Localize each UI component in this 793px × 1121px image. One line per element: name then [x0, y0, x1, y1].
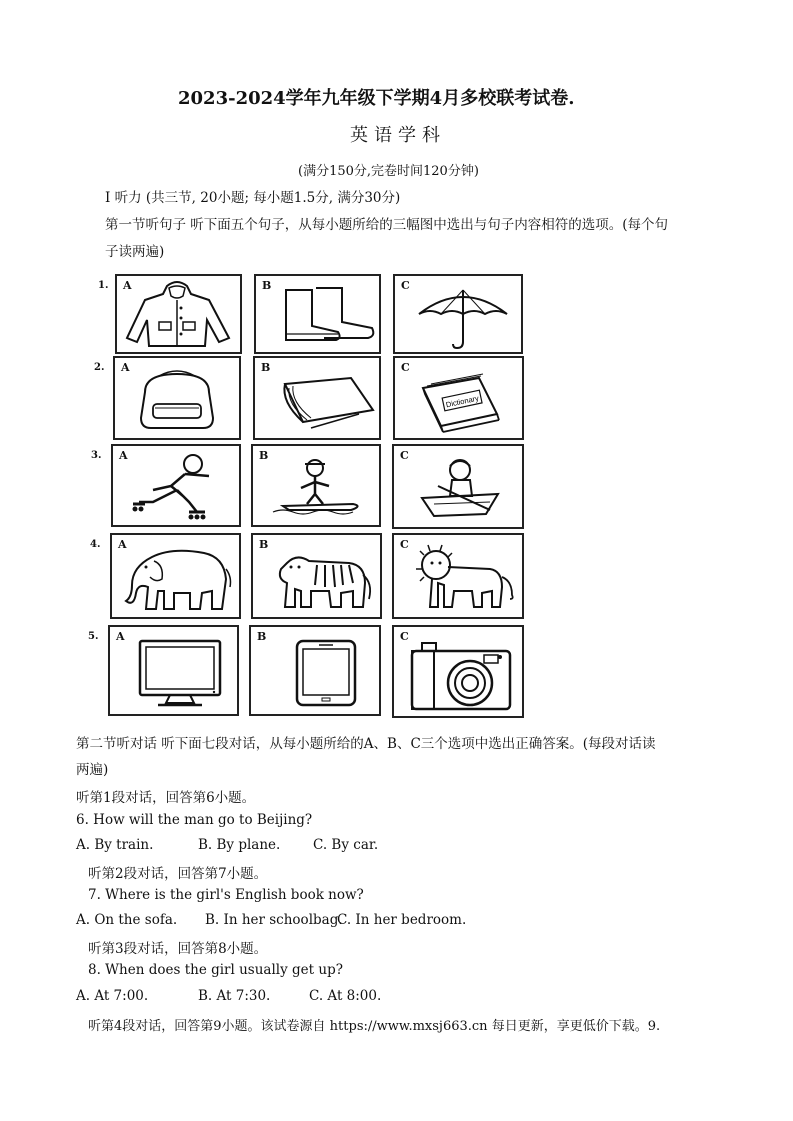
- q8-option-c: C. At 8:00.: [309, 988, 382, 1004]
- option-letter: A: [116, 630, 125, 643]
- question-number: 3.: [91, 450, 102, 461]
- option-cell[interactable]: [254, 274, 381, 354]
- question-number: 5.: [88, 631, 99, 642]
- option-cell[interactable]: [392, 625, 524, 718]
- option-cell[interactable]: [392, 533, 524, 619]
- section-heading: I 听力 (共三节, 20小题; 每小题1.5分, 满分30分): [105, 190, 401, 206]
- option-letter: C: [401, 279, 410, 292]
- q8-option-b: B. At 7:30.: [198, 988, 271, 1004]
- tiger-icon: [253, 535, 380, 617]
- dictionary-label: Dictionary: [445, 393, 480, 410]
- dialogue-1-instruction: 听第1段对话，回答第6小题。: [76, 790, 256, 806]
- part2-instruction-line1: 第二节听对话 听下面七段对话，从每小题所给的A、B、C三个选项中选出正确答案。(每段对话读: [76, 736, 656, 752]
- dictionary-icon: [395, 358, 522, 438]
- tv-icon: [110, 627, 237, 714]
- option-cell[interactable]: [251, 533, 382, 619]
- question-number: 2.: [94, 362, 105, 373]
- exam-meta: (满分150分,完卷时间120分钟): [298, 164, 479, 179]
- question-number: 1.: [98, 280, 109, 291]
- option-cell[interactable]: [115, 274, 242, 354]
- option-letter: B: [259, 449, 269, 462]
- schoolbag-icon: [115, 358, 239, 438]
- boating-icon: [394, 446, 522, 527]
- option-cell[interactable]: [251, 444, 381, 527]
- q7-option-c: C. In her bedroom.: [337, 912, 467, 928]
- option-cell[interactable]: [392, 444, 524, 529]
- lion-icon: [394, 535, 522, 617]
- part2-instruction-line2: 两遍): [76, 762, 109, 778]
- question-6: 6. How will the man go to Beijing?: [76, 812, 313, 828]
- option-letter: C: [400, 630, 409, 643]
- option-cell[interactable]: [253, 356, 381, 440]
- option-letter: B: [262, 279, 272, 292]
- option-letter: A: [119, 449, 128, 462]
- dialogue-3-instruction: 听第3段对话，回答第8小题。: [88, 941, 268, 957]
- option-letter: B: [259, 538, 269, 551]
- q7-option-b: B. In her schoolbag.: [205, 912, 343, 928]
- option-cell[interactable]: [393, 274, 523, 354]
- q6-option-a: A. By train.: [76, 837, 154, 853]
- dialogue-2-instruction: 听第2段对话，回答第7小题。: [88, 866, 268, 882]
- option-letter: C: [400, 449, 409, 462]
- raincoat-icon: [117, 276, 240, 352]
- umbrella-icon: [395, 276, 521, 352]
- q8-option-a: A. At 7:00.: [76, 988, 149, 1004]
- question-7: 7. Where is the girl's English book now?: [88, 887, 364, 903]
- option-letter: C: [401, 361, 410, 374]
- option-letter: B: [257, 630, 267, 643]
- q6-option-c: C. By car.: [313, 837, 379, 853]
- option-cell[interactable]: [111, 444, 241, 527]
- option-letter: B: [261, 361, 271, 374]
- part1-instruction-line1: 第一节听句子 听下面五个句子，从每小题所给的三幅图中选出与句子内容相符的选项。(每个句: [105, 217, 669, 233]
- boots-icon: [256, 276, 379, 352]
- option-cell[interactable]: [249, 625, 381, 716]
- part1-instruction-line2: 子读两遍): [105, 244, 165, 260]
- q6-option-b: B. By plane.: [198, 837, 281, 853]
- option-letter: C: [400, 538, 409, 551]
- camera-icon: [394, 627, 522, 716]
- option-cell[interactable]: [108, 625, 239, 716]
- dialogue-4-instruction: 听第4段对话，回答第9小题。该试卷源自 https://www.mxsj663.cn 每日更新，享更低价下载。9.: [88, 1019, 661, 1034]
- q7-option-a: A. On the sofa.: [76, 912, 178, 928]
- tablet-icon: [251, 627, 379, 714]
- newspaper-icon: [255, 358, 379, 438]
- surfing-icon: [253, 446, 379, 525]
- roller-skating-icon: [113, 446, 239, 525]
- question-8: 8. When does the girl usually get up?: [88, 962, 343, 978]
- option-cell[interactable]: [393, 356, 524, 440]
- subject-title: 英语学科: [350, 125, 446, 146]
- page-title: 2023-2024学年九年级下学期4月多校联考试卷.: [178, 88, 575, 109]
- question-number: 4.: [90, 539, 101, 550]
- option-letter: A: [121, 361, 130, 374]
- option-letter: A: [123, 279, 132, 292]
- option-letter: A: [118, 538, 127, 551]
- elephant-icon: [112, 535, 239, 617]
- option-cell[interactable]: [113, 356, 241, 440]
- option-cell[interactable]: [110, 533, 241, 619]
